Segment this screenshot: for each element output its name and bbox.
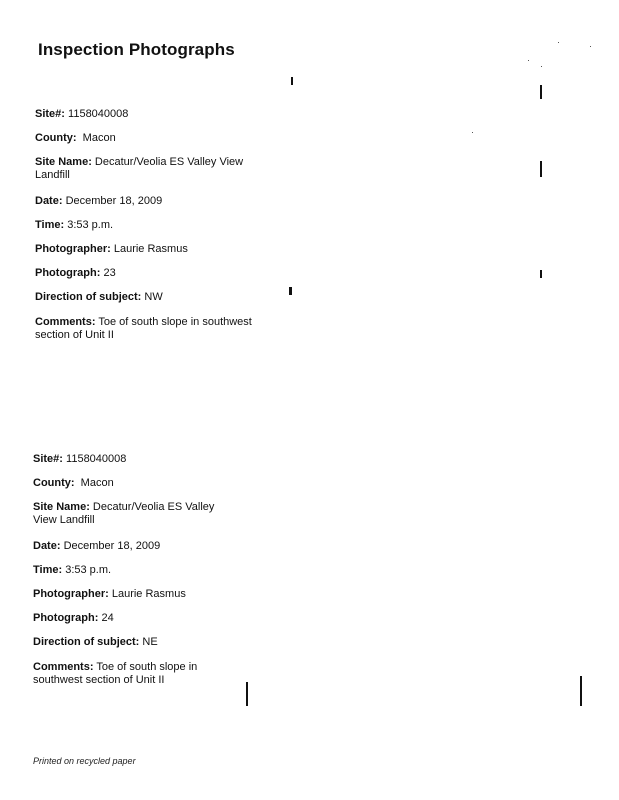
recycled-paper-footer: Printed on recycled paper (33, 756, 136, 766)
date-label: Date: (33, 540, 61, 552)
photographer-row (33, 588, 186, 601)
comments-value-line2: section of Unit II (35, 329, 114, 341)
site-name-value-line2: Landfill (35, 169, 70, 181)
scan-mark (289, 287, 292, 295)
site-name-row (35, 156, 243, 182)
county-value: Macon (80, 477, 114, 489)
site-number-label: Site#: (33, 453, 63, 465)
site-number-value: 1158040008 (68, 108, 129, 120)
photographer-row (35, 243, 188, 256)
direction-row (35, 291, 163, 304)
comments-label: Comments: (35, 316, 96, 328)
scan-mark (246, 682, 248, 706)
scan-mark (291, 77, 293, 85)
photograph-number-label: Photograph: (33, 612, 99, 624)
county-label: County: (35, 132, 77, 144)
photograph-number-value: 24 (101, 612, 114, 624)
photograph-number-label: Photograph: (35, 267, 101, 279)
time-value: 3:53 p.m. (67, 219, 114, 231)
scan-mark (540, 270, 542, 278)
scan-speck (528, 60, 529, 61)
direction-value: NE (142, 636, 158, 648)
photographer-label: Photographer: (33, 588, 109, 600)
direction-label: Direction of subject: (33, 636, 140, 648)
time-row (35, 219, 113, 232)
comments-value-line1: Toe of south slope in (96, 661, 198, 673)
date-row (33, 540, 160, 553)
county-row (35, 132, 116, 145)
site-name-value-line1: Decatur/Veolia ES Valley View (94, 156, 244, 168)
direction-row (33, 636, 158, 649)
date-value: December 18, 2009 (63, 540, 161, 552)
time-label: Time: (35, 219, 65, 231)
comments-row (33, 661, 197, 687)
site-number-row (33, 453, 126, 466)
scan-speck (541, 66, 542, 67)
photographer-value: Laurie Rasmus (111, 588, 186, 600)
direction-label: Direction of subject: (35, 291, 142, 303)
date-row (35, 195, 162, 208)
time-label: Time: (33, 564, 63, 576)
photograph-number-row (35, 267, 116, 280)
site-number-value: 1158040008 (66, 453, 127, 465)
site-name-label: Site Name: (35, 156, 92, 168)
site-number-row (35, 108, 128, 121)
photograph-number-row (33, 612, 114, 625)
scan-mark (580, 676, 582, 706)
photographer-label: Photographer: (35, 243, 111, 255)
comments-value-line2: southwest section of Unit II (33, 674, 165, 686)
photographer-value: Laurie Rasmus (113, 243, 188, 255)
page-title: Inspection Photographs (38, 40, 235, 59)
scan-speck (590, 46, 591, 47)
comments-value-line1: Toe of south slope in southwest (98, 316, 252, 328)
scan-mark (540, 85, 542, 99)
county-row (33, 477, 114, 490)
date-value: December 18, 2009 (65, 195, 163, 207)
site-name-label: Site Name: (33, 501, 90, 513)
site-name-value-line1: Decatur/Veolia ES Valley (92, 501, 215, 513)
time-row (33, 564, 111, 577)
scan-speck (558, 42, 559, 43)
direction-value: NW (144, 291, 163, 303)
site-number-label: Site#: (35, 108, 65, 120)
county-value: Macon (82, 132, 116, 144)
site-name-value-line2: View Landfill (33, 514, 95, 526)
scan-mark (540, 161, 542, 177)
time-value: 3:53 p.m. (65, 564, 112, 576)
comments-row (35, 316, 252, 342)
date-label: Date: (35, 195, 63, 207)
site-name-row (33, 501, 214, 527)
county-label: County: (33, 477, 75, 489)
comments-label: Comments: (33, 661, 94, 673)
photograph-number-value: 23 (103, 267, 116, 279)
scan-speck (472, 132, 473, 133)
